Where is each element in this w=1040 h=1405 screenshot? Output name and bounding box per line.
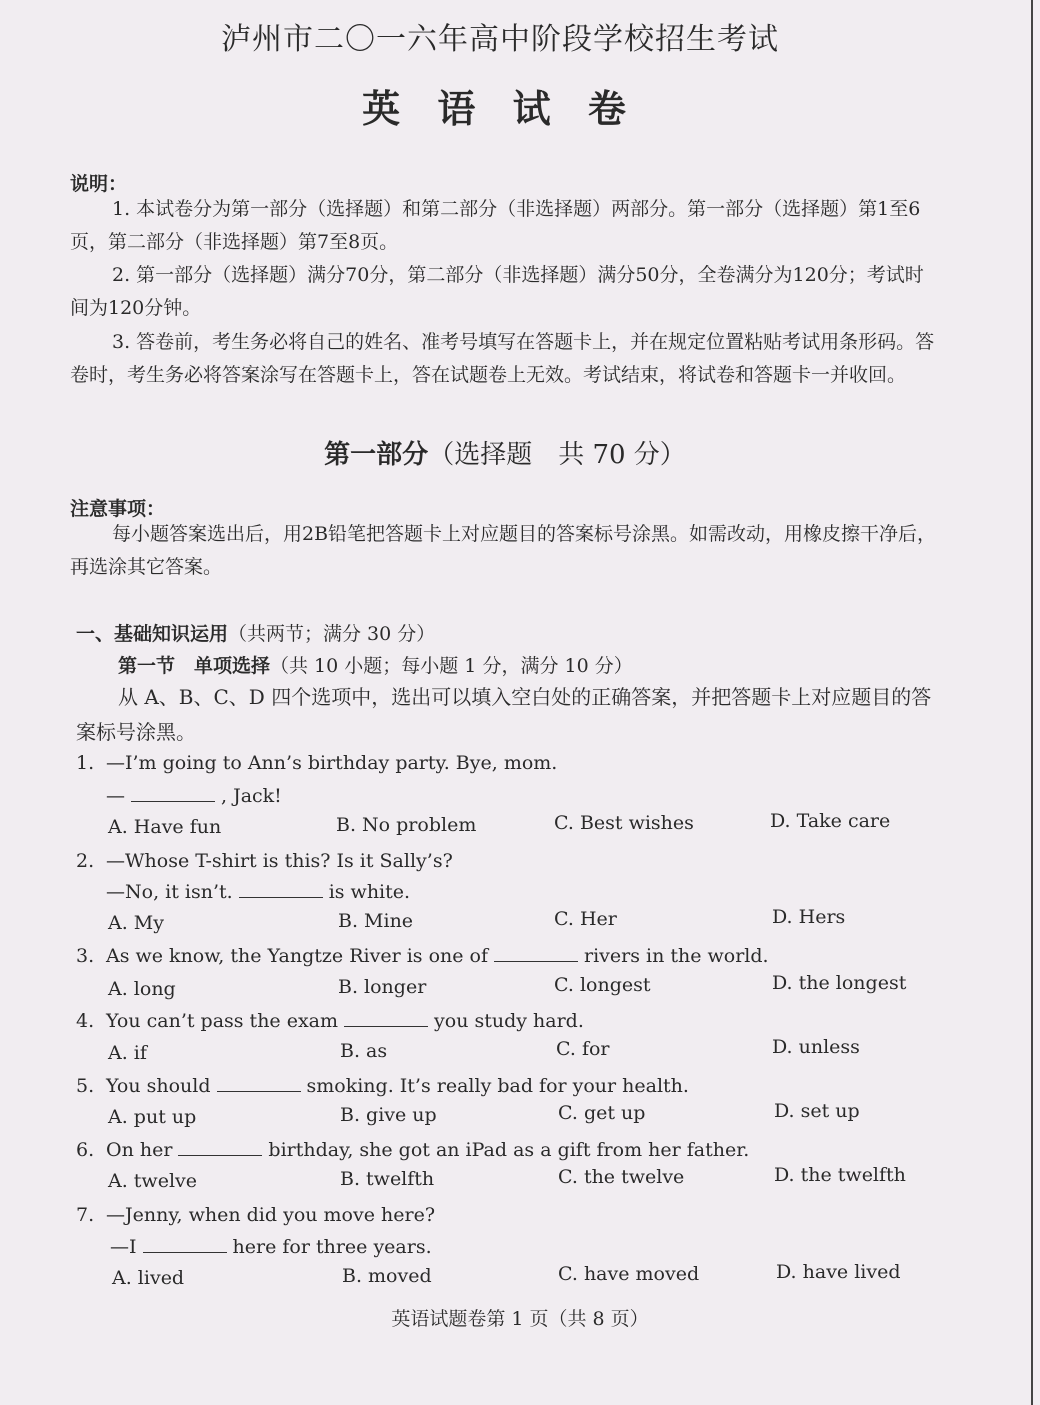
question-text: You can’t pass the exam [106,1010,339,1032]
question-6-line1 [76,1135,956,1165]
option-a: A. Have fun [108,816,222,838]
question-text: birthday, she got an iPad as a gift from her father. [268,1139,750,1161]
question-text: —Jenny, when did you move here? [106,1204,436,1226]
option-b: B. moved [342,1265,432,1287]
question-2-line2 [106,877,986,907]
question-number: 7. [76,1204,95,1226]
option-c: C. the twelve [558,1166,685,1188]
section1-subheading-main: 第一节 单项选择 [118,655,271,677]
question-text: , Jack! [221,785,282,807]
option-c: C. Her [554,908,617,930]
section1-subheading-note: （共 10 小题；每小题 1 分，满分 10 分） [270,655,633,677]
answer-blank [131,785,215,802]
question-text: As we know, the Yangtze River is one of [106,945,488,967]
option-d: D. unless [772,1036,860,1058]
question-text: —No, it isn’t. [106,881,233,903]
answer-blank [239,881,323,898]
question-text: — [106,785,125,807]
option-b: B. as [340,1040,388,1062]
option-a: A. My [108,912,164,934]
question-number: 3. [76,945,95,967]
question-text: —I’m going to Ann’s birthday party. Bye, mom. [106,752,558,774]
question-3-line1 [76,941,956,971]
question-text: —Whose T-shirt is this? Is it Sally’s? [106,850,453,872]
option-d: D. Hers [772,906,846,928]
notes-text: 每小题答案选出后，用2B铅笔把答题卡上对应题目的答案标号涂黑。如需改动，用橡皮擦干净后，再选涂其它答案。 [70,523,937,578]
option-d: D. the twelfth [774,1164,906,1186]
option-a: A. put up [108,1106,197,1128]
question-number: 6. [76,1139,95,1161]
option-b: B. Mine [338,910,414,932]
section1-subheading [118,650,988,683]
answer-blank [344,1010,428,1027]
question-7-line1 [76,1200,956,1230]
option-d: D. set up [774,1100,860,1122]
question-1-line1 [76,748,956,778]
exam-title: 泸州市二〇一六年高中阶段学校招生考试 [221,22,779,57]
option-d: D. have lived [776,1261,901,1283]
question-number: 4. [76,1010,95,1032]
question-2-line1 [76,846,956,876]
question-7-line2 [110,1232,990,1262]
option-d: D. Take care [770,810,891,832]
option-a: A. if [108,1042,147,1064]
question-text: —I [110,1236,137,1258]
exam-subtitle: 英 语 试 卷 [362,86,638,131]
answer-blank [494,945,578,962]
option-b: B. give up [340,1104,437,1126]
question-text: rivers in the world. [584,945,769,967]
option-c: C. get up [558,1102,646,1124]
question-text: smoking. It’s really bad for your health. [306,1075,689,1097]
notes-heading: 注意事项： [70,498,166,520]
question-text: On her [106,1139,173,1161]
question-5-line1 [76,1071,956,1101]
question-1-line2 [106,781,986,811]
instructions-heading: 说明： [70,173,128,195]
question-text: here for three years. [232,1236,432,1258]
question-number: 2. [76,850,95,872]
part1-title [0,434,1010,471]
option-c: C. Best wishes [554,812,694,834]
instruction-item-2: 2. 第一部分（选择题）满分70分，第二部分（非选择题）满分50分，全卷满分为120分；考试时间为120分钟。 [70,264,924,319]
option-c: C. longest [554,974,651,996]
option-b: B. longer [338,976,427,998]
answer-blank [178,1139,262,1156]
option-b: B. twelfth [340,1168,435,1190]
section1-heading-note: （共两节；满分 30 分） [228,623,436,645]
instruction-item-3: 3. 答卷前，考生务必将自己的姓名、准考号填写在答题卡上，并在规定位置粘贴考试用条形码。答卷时，考生务必将答案涂写在答题卡上，答在试题卷上无效。考试结束，将试卷和答题卡一并收回。 [70,331,935,386]
section1-heading [76,618,946,651]
option-c: C. for [556,1038,610,1060]
part1-title-main: 第一部分 [324,440,429,470]
option-d: D. the longest [772,972,907,994]
part1-title-note: （选择题 共 70 分） [428,440,686,470]
option-a: A. lived [112,1267,185,1289]
question-text: is white. [328,881,411,903]
answer-blank [217,1075,301,1092]
option-c: C. have moved [558,1263,700,1285]
question-number: 5. [76,1075,95,1097]
question-text: You should [106,1075,211,1097]
answer-blank [143,1236,227,1253]
page-footer: 英语试题卷第 1 页（共 8 页） [391,1308,649,1330]
instruction-item-1: 1. 本试卷分为第一部分（选择题）和第二部分（非选择题）两部分。第一部分（选择题）第1至6页，第二部分（非选择题）第7至8页。 [70,198,921,253]
option-b: B. No problem [336,814,477,836]
question-number: 1. [76,752,95,774]
option-a: A. long [108,978,176,1000]
question-4-line1 [76,1006,956,1036]
option-a: A. twelve [108,1170,197,1192]
question-text: you study hard. [434,1010,584,1032]
section1-direction: 从 A、B、C、D 四个选项中，选出可以填入空白处的正确答案，并把答题卡上对应题目的答案标号涂黑。 [76,685,932,744]
section1-heading-main: 一、基础知识运用 [76,623,229,645]
